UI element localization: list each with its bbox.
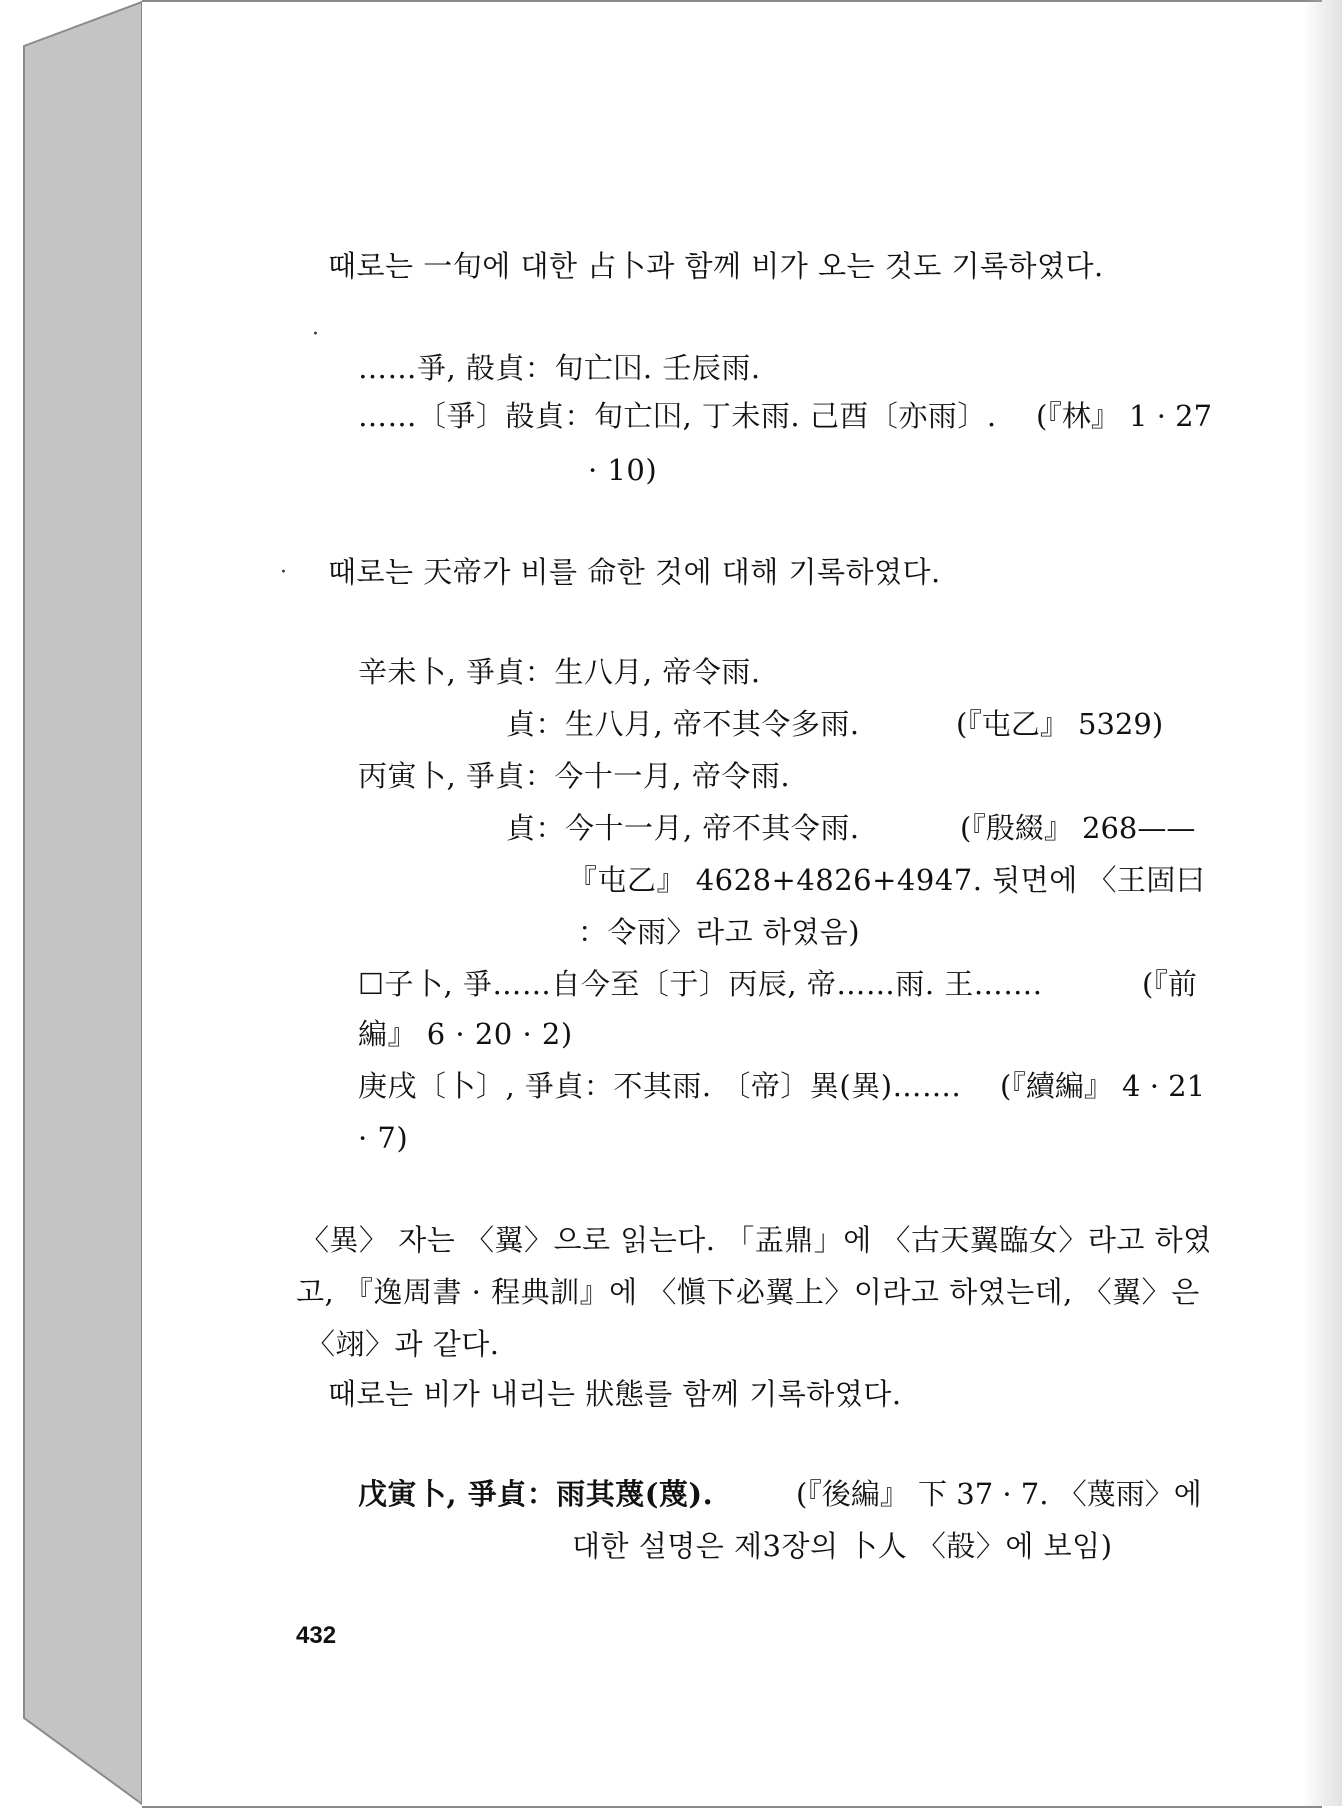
- quote-line-continuation: 『屯乙』 4628+4826+4947. 뒷면에 〈王固曰: [568, 863, 1206, 897]
- page-edge-shadow: [1302, 0, 1342, 1806]
- quote-line: 貞：今十一月, 帝不其令雨.: [506, 811, 860, 845]
- paragraph-line: 때로는 一旬에 대한 占卜과 함께 비가 오는 것도 기록하였다.: [328, 249, 1104, 283]
- quote-line: 丙寅卜, 爭貞：今十一月, 帝令雨.: [358, 759, 791, 793]
- page-number: 432: [296, 1622, 337, 1649]
- paragraph-line: 〈翊〉과 같다.: [306, 1327, 500, 1361]
- quote-line: 貞：生八月, 帝不其令多雨.: [506, 707, 860, 741]
- quote-line: 戊寅卜, 爭貞：雨其蔑(蔑).: [358, 1477, 714, 1511]
- stray-dot: ·: [312, 322, 319, 347]
- citation: (『前: [1142, 967, 1197, 1001]
- quote-line-continuation: ：令雨〉라고 하였음): [578, 915, 861, 949]
- quote-line-continuation: 대한 설명은 제3장의 卜人 〈㱿〉에 보임): [572, 1529, 1113, 1563]
- quote-line: 庚戌〔卜〕, 爭貞：不其雨. 〔帝〕異(異)…….: [358, 1069, 962, 1103]
- quote-line: ……〔爭〕㱿貞：旬亡𡆥, 丁未雨. 己酉〔亦雨〕.: [358, 399, 997, 433]
- citation: (『林』 1 · 27: [1036, 399, 1213, 433]
- quote-line-continuation: 編』 6 · 20 · 2): [358, 1017, 573, 1051]
- paragraph-line: 고, 『逸周書 · 程典訓』에 〈愼下必翼上〉이라고 하였는데, 〈翼〉은: [296, 1275, 1200, 1309]
- stray-dot: ·: [280, 560, 287, 585]
- paragraph-line: 때로는 비가 내리는 狀態를 함께 기록하였다.: [328, 1377, 902, 1411]
- paragraph-line: 때로는 天帝가 비를 命한 것에 대해 기록하였다.: [328, 555, 941, 589]
- quote-line: ……爭, 㱿貞：旬亡𡆥. 壬辰雨.: [358, 351, 761, 385]
- quote-line-continuation: · 7): [358, 1121, 409, 1155]
- quote-line-continuation: · 10): [588, 453, 658, 487]
- quote-line: ☐子卜, 爭……自今至〔于〕丙辰, 帝……雨. 王…….: [358, 967, 1043, 1001]
- quote-line: 辛未卜, 爭貞：生八月, 帝令雨.: [358, 655, 761, 689]
- paragraph-line: 〈異〉 자는 〈翼〉으로 읽는다. 「盂鼎」에 〈古天翼臨女〉라고 하였: [300, 1223, 1212, 1257]
- citation: (『屯乙』 5329): [956, 707, 1164, 741]
- citation: (『殷綴』 268——: [960, 811, 1196, 845]
- citation: (『續編』 4 · 21: [1000, 1069, 1206, 1103]
- citation: (『後編』 下 37 · 7. 〈蔑雨〉에: [796, 1477, 1202, 1511]
